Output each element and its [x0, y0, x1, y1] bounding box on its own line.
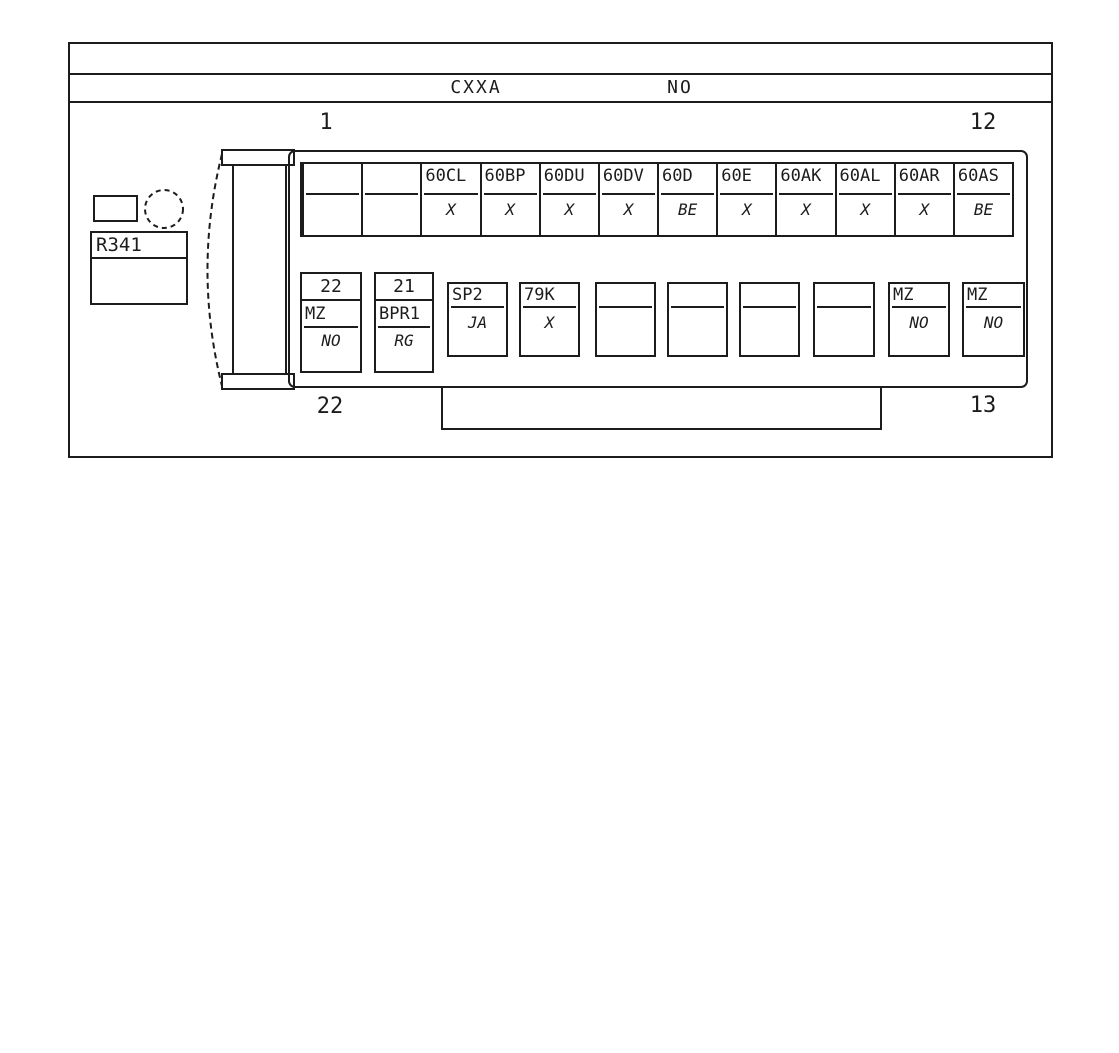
wire-color: NO: [983, 313, 1004, 332]
pin-cell-bottom: [667, 282, 728, 357]
pin-cell-top: [716, 164, 775, 235]
cell-divider-line: [424, 193, 477, 195]
cell-divider-line: [671, 306, 724, 308]
wire-label: 60E: [721, 166, 752, 186]
wire-label: 60DU: [543, 166, 585, 186]
wire-color: X: [564, 200, 575, 219]
cell-divider-line: [957, 193, 1010, 195]
wire-color: X: [446, 200, 456, 219]
pin-cell-bottom: [962, 282, 1025, 357]
pin-number-top-left: 1: [319, 110, 333, 135]
pin-cell-bottom: [813, 282, 875, 357]
pin-cell-top: [657, 164, 716, 235]
cell-divider-line: [602, 193, 655, 195]
connector-color-code: NO: [667, 77, 693, 98]
cell-divider-line: [661, 193, 714, 195]
pin-cell-bottom: [595, 282, 656, 357]
cell-divider-line: [817, 306, 871, 308]
wire-label: 79K: [524, 285, 555, 305]
wire-color: X: [860, 200, 870, 219]
pin-cell-bottom: [519, 282, 580, 357]
pin-cell-bottom: [447, 282, 508, 357]
cell-divider-line: [365, 193, 418, 195]
wire-color: NO: [321, 331, 341, 350]
wire-color: X: [623, 200, 634, 219]
cell-divider-line: [743, 306, 796, 308]
pin-number: 22: [302, 274, 360, 301]
pin-cell-bottom: [300, 272, 362, 373]
wire-color: BE: [677, 200, 698, 219]
pin-cell-top: [894, 164, 953, 235]
wire-label: MZ: [305, 304, 326, 324]
pin-cell-top: [953, 164, 1012, 235]
wire-label: 60AR: [898, 166, 940, 186]
title-block-divider-bottom: [68, 101, 1053, 103]
pin-cell-bottom: [739, 282, 800, 357]
wire-label: 60CL: [425, 166, 467, 186]
wire-label: 60BP: [484, 166, 526, 186]
pin-number: 21: [376, 274, 432, 301]
pin-cell-top: [835, 164, 894, 235]
cell-divider-line: [966, 306, 1021, 308]
wire-label: 60DV: [602, 166, 644, 186]
cell-divider-line: [543, 193, 596, 195]
cell-divider-line: [306, 193, 359, 195]
pin-row-top: [300, 162, 1014, 237]
wire-label: MZ: [967, 285, 988, 305]
cell-divider-line: [304, 326, 358, 328]
cell-divider-line: [523, 306, 576, 308]
latch-tab-bottom: [221, 373, 295, 390]
wire-label: 60AS: [957, 166, 999, 186]
pin-cell-bottom: [888, 282, 950, 357]
cell-divider-line: [484, 193, 537, 195]
connector-code: CXXA: [450, 77, 502, 98]
wire-label: 60AK: [780, 166, 822, 186]
title-block-divider-top: [68, 73, 1053, 75]
cell-divider-line: [720, 193, 773, 195]
wire-color: BE: [973, 200, 994, 219]
wire-color: NO: [909, 313, 929, 332]
wire-label: SP2: [452, 285, 483, 305]
pin-number-top-right: 12: [969, 110, 997, 135]
cell-divider-line: [378, 326, 430, 328]
cell-divider-line: [839, 193, 892, 195]
wire-color: RG: [394, 331, 414, 350]
cell-divider-line: [892, 306, 946, 308]
cell-divider-line: [599, 306, 652, 308]
wire-color: X: [919, 200, 930, 219]
wire-color: JA: [467, 313, 488, 332]
component-ref: R341: [92, 233, 186, 259]
wire-label: 60AL: [839, 166, 881, 186]
side-small-rect: [93, 195, 138, 222]
connector-keying-tab: [441, 386, 882, 430]
pin-cell-top: [302, 164, 361, 235]
wire-label: 60D: [662, 166, 693, 186]
cell-divider-line: [451, 306, 504, 308]
wire-label: MZ: [893, 285, 914, 305]
component-box: [90, 231, 188, 305]
pin-cell-top: [420, 164, 479, 235]
cell-divider-line: [898, 193, 951, 195]
pin-number-bottom-right: 13: [969, 393, 997, 418]
pin-cell-bottom: [374, 272, 434, 373]
pin-number-bottom-left: 22: [316, 394, 344, 419]
pin-cell-top: [361, 164, 420, 235]
pin-cell-top: [539, 164, 598, 235]
wire-color: X: [741, 200, 752, 219]
wire-color: X: [544, 313, 555, 332]
wire-label: BPR1: [379, 304, 420, 324]
wire-color: X: [801, 200, 811, 219]
latch-body: [232, 164, 287, 375]
wire-color: X: [505, 200, 515, 219]
pin-cell-top: [480, 164, 539, 235]
pin-cell-top: [598, 164, 657, 235]
pin-cell-top: [775, 164, 834, 235]
cell-divider-line: [779, 193, 832, 195]
